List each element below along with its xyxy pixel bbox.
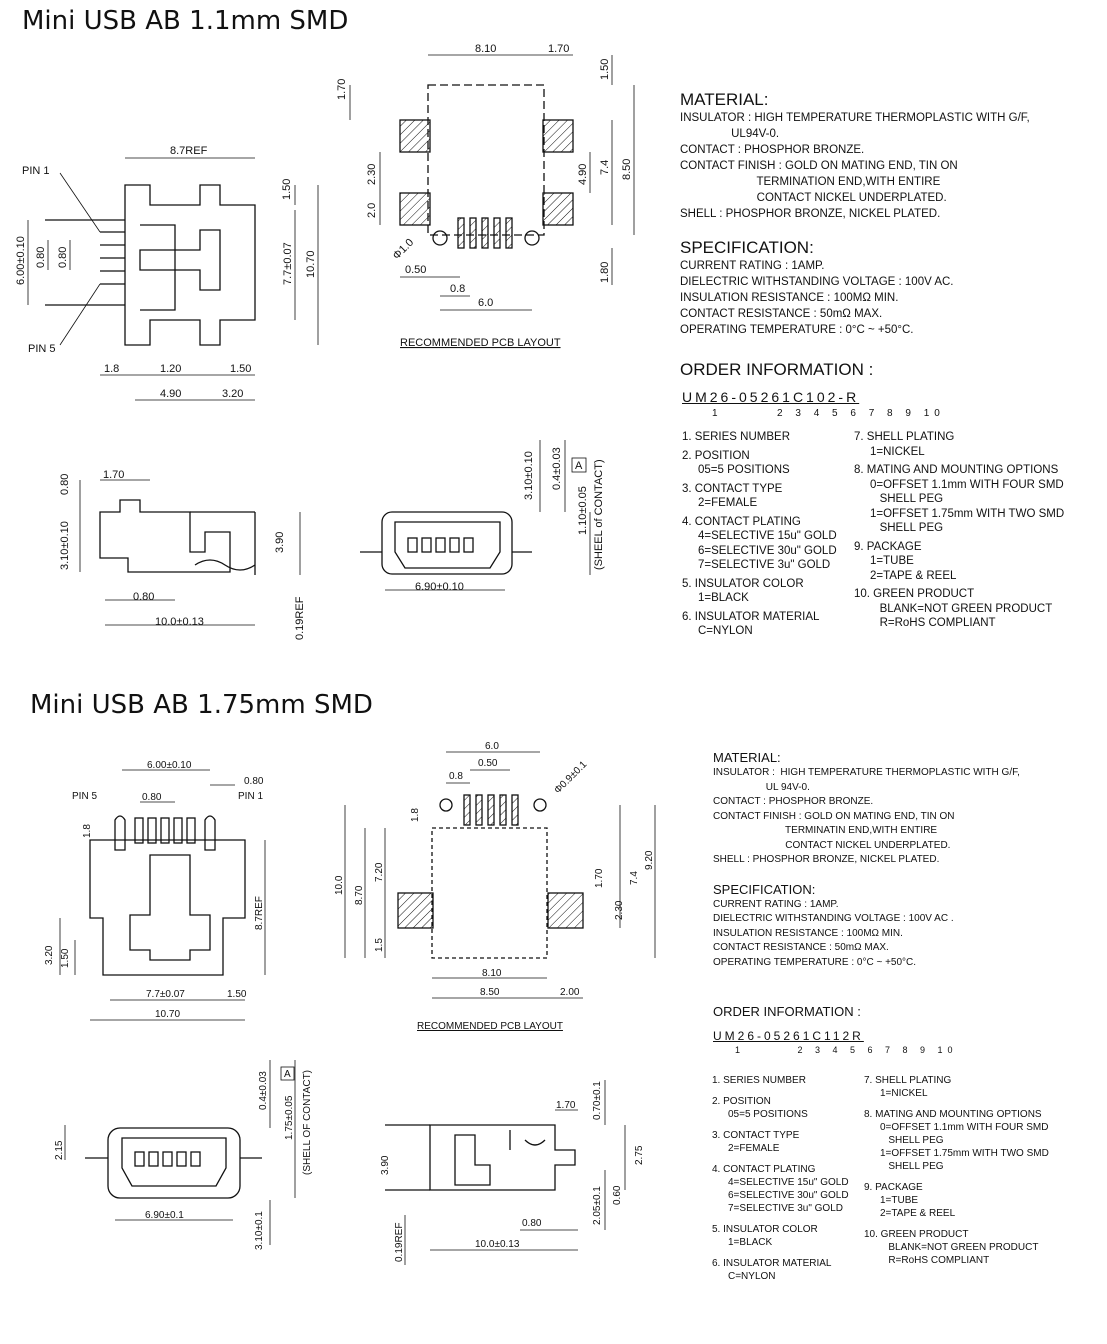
pin1-label: PIN 1	[22, 165, 50, 177]
pcb-caption-top: RECOMMENDED PCB LAYOUT	[400, 337, 561, 349]
dim-1-20: 1.20	[160, 363, 182, 375]
b-pcb-dim-1-5: 1.5	[374, 938, 385, 952]
order-item-title: 8. MATING AND MOUNTING OPTIONS	[854, 464, 1059, 476]
pcb-layout-top	[350, 55, 634, 310]
dim-0-80b: 0.80	[57, 246, 69, 268]
pcb-dim-2-30: 2.30	[366, 163, 378, 185]
order-item	[682, 449, 862, 478]
material-line: CONTACT FINISH : GOLD ON MATING END, TIN ON	[680, 160, 958, 172]
section-title-bottom: Mini USB AB 1.75mm SMD	[30, 690, 373, 720]
side-dim-10-0: 10.0±0.13	[155, 616, 204, 628]
dim-8-7ref: 8.7REF	[170, 145, 208, 157]
b-pcb-dim-0-50: 0.50	[478, 758, 498, 769]
order-right-top	[854, 430, 1094, 635]
order-item	[854, 587, 1094, 631]
dim-10-70: 10.70	[305, 250, 317, 278]
order-left-top	[682, 430, 862, 643]
order-item-option: BLANK=NOT GREEN PRODUCT	[880, 1242, 1039, 1253]
specification-lines-top	[680, 258, 1090, 338]
b-dim-3-20: 3.20	[44, 945, 55, 965]
material-heading-bottom: MATERIAL:	[713, 750, 781, 765]
order-item	[864, 1074, 1099, 1100]
pcb-dim-7-4: 7.4	[599, 159, 611, 175]
order-item	[712, 1223, 867, 1249]
b-front-dim-0-4: 0.4±0.03	[258, 1071, 269, 1110]
specification-heading-bottom: SPECIFICATION:	[713, 881, 816, 897]
order-item-option: SHELL PEG	[880, 1135, 944, 1146]
order-item-title: 1. SERIES NUMBER	[682, 431, 790, 443]
b-pcb-dim-7-4: 7.4	[629, 871, 640, 885]
pcb-caption-bottom: RECOMMENDED PCB LAYOUT	[417, 1021, 563, 1032]
dim-3-20: 3.20	[222, 388, 244, 400]
order-item-option: BLANK=NOT GREEN PRODUCT	[870, 602, 1053, 615]
b-dim-1-50: 1.50	[60, 948, 71, 968]
order-item-option: SHELL PEG	[870, 493, 944, 505]
order-item-title: 2. POSITION	[712, 1096, 771, 1107]
material-line: CONTACT NICKEL UNDERPLATED.	[680, 192, 947, 204]
b-pcb-dim-1-70: 1.70	[594, 868, 605, 888]
top-view-bottom	[60, 770, 265, 1020]
order-item	[712, 1074, 867, 1087]
order-item-option: R=RoHS COMPLIANT	[880, 1255, 990, 1266]
spec-line: CONTACT RESISTANCE : 50mΩ MAX.	[680, 308, 883, 320]
b-pcb-dim-8-10: 8.10	[482, 968, 502, 979]
order-item-option: 6=SELECTIVE 30u" GOLD	[698, 544, 837, 557]
b-front-dim-3-10: 3.10±0.1	[254, 1211, 265, 1250]
order-code-bottom: UM26-05261C112R	[713, 1029, 864, 1043]
b-dim-0-80a: 0.80	[244, 776, 264, 787]
order-item-title: 5. INSULATOR COLOR	[682, 577, 804, 590]
order-item-option: 1=BLACK	[698, 592, 749, 604]
order-item-title: 1. SERIES NUMBER	[712, 1075, 806, 1086]
b-side-dim-0-80: 0.80	[522, 1218, 542, 1229]
material-line: TERMINATION END,WITH ENTIRE	[680, 176, 941, 188]
order-item-option: 2=FEMALE	[728, 1143, 780, 1154]
b-pcb-dim-6-0: 6.0	[485, 741, 499, 752]
order-item	[682, 482, 862, 511]
front-dim-3-10: 3.10±0.10	[523, 451, 535, 500]
side-dim-0-80v: 0.80	[59, 473, 71, 495]
b-pcb-dim-8-50: 8.50	[480, 987, 500, 998]
section-title-top: Mini USB AB 1.1mm SMD	[22, 6, 349, 36]
b-pcb-dim-8-70: 8.70	[354, 885, 365, 905]
b-dim-10-70: 10.70	[155, 1009, 181, 1020]
dim-0-80a: 0.80	[35, 246, 47, 268]
b-front-dim-2-15: 2.15	[54, 1140, 65, 1160]
b-side-dim-10-0: 10.0±0.13	[475, 1239, 520, 1250]
order-heading-top: ORDER INFORMATION :	[680, 360, 874, 379]
b-pcb-dim-10-0: 10.0	[334, 875, 345, 895]
order-item-title: 7. SHELL PLATING	[854, 431, 955, 443]
b-dim-6-00: 6.00±0.10	[147, 760, 192, 771]
dim-1-50b: 1.50	[230, 363, 252, 375]
order-item-option: 0=OFFSET 1.1mm WITH FOUR SMD	[880, 1122, 1049, 1133]
b-pcb-dim-0-8: 0.8	[449, 771, 463, 782]
material-line: INSULATOR : HIGH TEMPERATURE THERMOPLASTIC WITH G/F,	[680, 112, 1030, 124]
spec-block-bottom	[713, 750, 1103, 1020]
order-item-title: 3. CONTACT TYPE	[712, 1130, 800, 1141]
order-item-option: 1=TUBE	[870, 555, 914, 567]
order-item	[682, 610, 862, 639]
material-line: UL 94V-0.	[713, 781, 810, 793]
order-item-title: 4. CONTACT PLATING	[712, 1164, 816, 1175]
order-item-option: 2=TAPE & REEL	[870, 569, 957, 582]
order-item-title: 5. INSULATOR COLOR	[712, 1224, 818, 1235]
spec-line: OPERATING TEMPERATURE : 0°C ~ +50°C.	[680, 324, 914, 336]
b-front-shell-note: (SHELL OF CONTACT)	[302, 1069, 313, 1175]
order-item	[682, 430, 862, 445]
pcb-dim-0-50: 0.50	[405, 264, 427, 276]
material-line: TERMINATIN END,WITH ENTIRE	[713, 825, 938, 836]
material-line: CONTACT : PHOSPHOR BRONZE.	[713, 796, 874, 807]
order-item-title: 9. PACKAGE	[854, 540, 922, 553]
b-front-dim-6-90: 6.90±0.1	[145, 1210, 184, 1221]
order-item-title: 3. CONTACT TYPE	[682, 482, 783, 495]
material-line: INSULATOR : HIGH TEMPERATURE THERMOPLASTIC WITH G/F,	[713, 767, 1020, 778]
b-side-dim-0-70: 0.70±0.1	[592, 1081, 603, 1120]
b-side-dim-2-75: 2.75	[634, 1145, 645, 1165]
order-item-option: 05=5 POSITIONS	[728, 1109, 808, 1120]
b-pcb-dim-7-20: 7.20	[374, 862, 385, 882]
order-item	[712, 1129, 867, 1155]
b-dim-7-7: 7.7±0.07	[146, 989, 185, 1000]
dim-4-90: 4.90	[160, 388, 182, 400]
order-item-option: 4=SELECTIVE 15u" GOLD	[698, 530, 837, 542]
order-item	[854, 430, 1094, 459]
specification-heading-top: SPECIFICATION:	[680, 238, 814, 257]
side-dim-0-80: 0.80	[133, 591, 155, 603]
order-item-option: 1=NICKEL	[880, 1088, 928, 1099]
order-item	[864, 1108, 1099, 1173]
order-item	[854, 463, 1094, 536]
b-dim-8-7ref: 8.7REF	[254, 896, 265, 930]
spec-line: INSULATION RESISTANCE : 100MΩ MIN.	[713, 927, 903, 939]
front-dim-6-90: 6.90±0.10	[415, 581, 464, 593]
order-item-option: 4=SELECTIVE 15u" GOLD	[728, 1177, 849, 1188]
pcb-dim-2-0: 2.0	[366, 202, 378, 218]
b-pin1-label: PIN 1	[238, 791, 264, 802]
pcb-dim-8-10: 8.10	[475, 43, 497, 55]
order-item-option: 2=TAPE & REEL	[880, 1208, 956, 1219]
order-item-option: 6=SELECTIVE 30u" GOLD	[728, 1190, 849, 1201]
front-shell-note: (SHEEL of CONTACT)	[593, 459, 605, 570]
pcb-dim-1-50: 1.50	[599, 58, 611, 80]
b-pcb-dim-2-30: 2.30	[614, 900, 625, 920]
b-dim-1-50b: 1.50	[227, 989, 247, 1000]
b-dim-0-80b: 0.80	[142, 792, 162, 803]
pcb-dim-1-70v: 1.70	[336, 78, 348, 100]
side-dim-1-70: 1.70	[103, 469, 125, 481]
b-side-dim-2-05: 2.05±0.1	[592, 1186, 603, 1225]
order-left-bottom	[712, 1074, 867, 1287]
order-item	[864, 1228, 1099, 1267]
b-pcb-dim-9-20: 9.20	[644, 850, 655, 870]
b-side-dim-0-19: 0.19REF	[394, 1222, 405, 1262]
b-pcb-dim-2-00: 2.00	[560, 987, 580, 998]
pcb-dim-6-0: 6.0	[478, 297, 494, 309]
front-dim-0-4: 0.4±0.03	[551, 447, 563, 490]
order-code-top: UM26-05261C102-R	[682, 389, 860, 405]
b-pcb-dim-phi: Φ0.9±0.1	[552, 759, 590, 797]
pcb-dim-1-80: 1.80	[599, 261, 611, 283]
order-item-title: 4. CONTACT PLATING	[682, 515, 801, 528]
spec-line: OPERATING TEMPERATURE : 0°C ~ +50°C.	[713, 956, 917, 968]
order-item-title: 10. GREEN PRODUCT	[854, 588, 975, 600]
order-item	[712, 1257, 867, 1283]
b-dim-1-8: 1.8	[82, 824, 93, 838]
material-line: SHELL : PHOSPHOR BRONZE, NICKEL PLATED.	[680, 208, 941, 220]
pcb-layout-bottom	[345, 752, 655, 998]
order-item-option: C=NYLON	[698, 625, 753, 637]
order-item-option: 0=OFFSET 1.1mm WITH FOUR SMD	[870, 478, 1064, 491]
order-item-option: 1=OFFSET 1.75mm WITH TWO SMD	[870, 507, 1065, 520]
order-code-index-top: 1 2 3 4 5 6 7 8 9 10	[712, 408, 945, 419]
order-item	[682, 515, 862, 573]
order-code-index-bottom: 1 2 3 4 5 6 7 8 9 10	[735, 1045, 958, 1055]
order-item	[712, 1163, 867, 1215]
order-item-option: 1=TUBE	[880, 1195, 919, 1206]
pcb-dim-0-8: 0.8	[450, 283, 466, 295]
material-line: SHELL : PHOSPHOR BRONZE, NICKEL PLATED.	[713, 854, 940, 865]
material-line: CONTACT : PHOSPHOR BRONZE.	[680, 144, 865, 156]
order-item-option: SHELL PEG	[880, 1161, 944, 1172]
front-datum-a: A	[575, 460, 583, 472]
material-line: CONTACT FINISH : GOLD ON MATING END, TIN ON	[713, 810, 955, 822]
pcb-dim-4-90: 4.90	[577, 163, 589, 185]
spec-line: INSULATION RESISTANCE : 100MΩ MIN.	[680, 292, 899, 304]
order-item	[712, 1095, 867, 1121]
order-item-title: 6. INSULATOR MATERIAL	[712, 1258, 832, 1269]
order-item-option: 1=BLACK	[728, 1237, 773, 1248]
dimensions-top	[15, 43, 633, 640]
b-pcb-dim-1-8: 1.8	[410, 808, 421, 822]
pcb-dim-phi: Φ1.0	[390, 236, 417, 263]
spec-line: CURRENT RATING : 1AMP.	[680, 260, 825, 272]
side-dim-3-10: 3.10±0.10	[59, 521, 71, 570]
side-dim-3-90: 3.90	[274, 531, 286, 553]
dim-1-50a: 1.50	[281, 178, 293, 200]
order-item	[682, 577, 862, 606]
pin5-label: PIN 5	[28, 343, 56, 355]
order-item-title: 10. GREEN PRODUCT	[864, 1229, 969, 1240]
dim-7-7: 7.7±0.07	[282, 242, 294, 285]
order-item-option: 1=OFFSET 1.75mm WITH TWO SMD	[880, 1148, 1049, 1159]
b-side-dim-1-70: 1.70	[556, 1100, 576, 1111]
order-item-option: R=RoHS COMPLIANT	[870, 617, 996, 629]
spec-line: CURRENT RATING : 1AMP.	[713, 898, 839, 910]
spec-line: CONTACT RESISTANCE : 50mΩ MAX.	[713, 942, 889, 953]
dim-1-8: 1.8	[104, 363, 120, 375]
order-heading-bottom: ORDER INFORMATION :	[713, 1004, 861, 1019]
order-item-title: 7. SHELL PLATING	[864, 1075, 952, 1086]
order-item-option: 1=NICKEL	[870, 445, 925, 458]
specification-lines-bottom	[713, 898, 1103, 971]
order-item-option: 2=FEMALE	[698, 497, 758, 509]
spec-line: DIELECTRIC WITHSTANDING VOLTAGE : 100V AC .	[713, 913, 954, 924]
pcb-dim-8-50: 8.50	[621, 158, 633, 180]
order-right-bottom	[864, 1074, 1099, 1271]
order-item	[864, 1181, 1099, 1220]
order-item-title: 6. INSULATOR MATERIAL	[682, 610, 820, 623]
side-view-bottom	[385, 1080, 625, 1265]
order-item-option: C=NYLON	[728, 1271, 776, 1282]
material-line: CONTACT NICKEL UNDERPLATED.	[713, 839, 951, 851]
side-view-top	[80, 480, 300, 625]
dim-6-00: 6.00±0.10	[15, 236, 27, 285]
order-item-option: 05=5 POSITIONS	[698, 464, 790, 476]
b-pin5-label: PIN 5	[72, 791, 98, 802]
front-dim-1-10: 1.10±0.05	[577, 486, 589, 535]
b-front-dim-1-75: 1.75±0.05	[284, 1095, 295, 1140]
material-lines-bottom	[713, 766, 1103, 868]
order-item-option: 7=SELECTIVE 3u" GOLD	[698, 559, 831, 571]
material-lines-top	[680, 110, 1090, 222]
spec-line: DIELECTRIC WITHSTANDING VOLTAGE : 100V AC.	[680, 276, 954, 288]
side-dim-0-19: 0.19REF	[294, 596, 306, 640]
order-item-title: 8. MATING AND MOUNTING OPTIONS	[864, 1109, 1042, 1120]
order-item-option: SHELL PEG	[870, 522, 944, 534]
order-item-option: 7=SELECTIVE 3u" GOLD	[728, 1203, 843, 1214]
material-line: UL94V-0.	[680, 128, 780, 140]
order-item	[854, 540, 1094, 584]
b-side-dim-0-60: 0.60	[612, 1185, 623, 1205]
order-item-title: 9. PACKAGE	[864, 1182, 923, 1193]
b-side-dim-3-90: 3.90	[380, 1155, 391, 1175]
spec-block-top	[680, 90, 1090, 380]
material-heading-top: MATERIAL:	[680, 90, 769, 109]
order-item-title: 2. POSITION	[682, 449, 750, 462]
pcb-dim-1-70: 1.70	[548, 43, 570, 55]
b-front-datum-a: A	[284, 1069, 291, 1080]
